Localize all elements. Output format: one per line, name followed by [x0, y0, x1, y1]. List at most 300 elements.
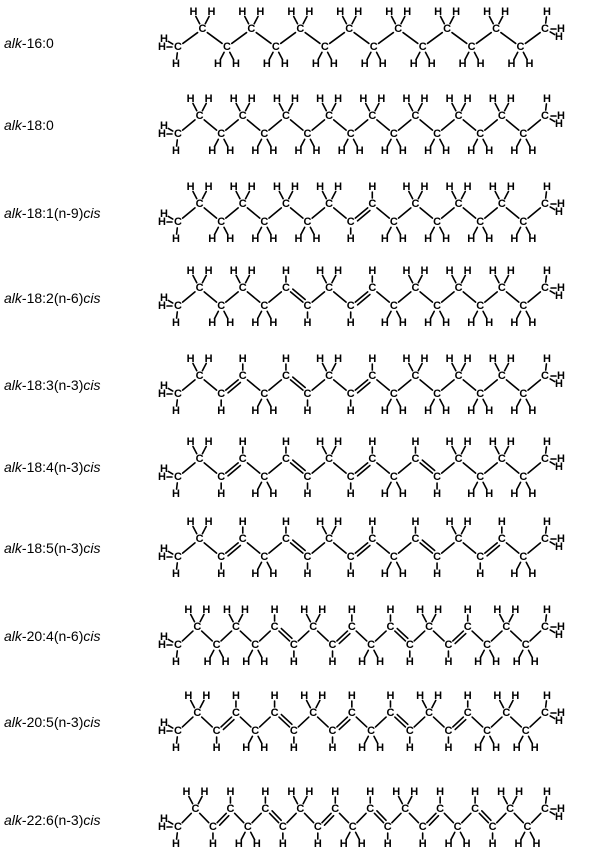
hydrogen-atom-label: H — [510, 567, 519, 580]
bond-line — [442, 380, 454, 390]
label-prefix: alk — [4, 117, 22, 133]
bond-line — [330, 33, 345, 44]
bond-line — [298, 631, 309, 641]
bond-line — [334, 208, 346, 218]
carbon-atom-label: C — [270, 620, 279, 633]
bond-line — [511, 631, 522, 641]
hydrogen-atom-label: H — [376, 655, 385, 668]
carbon-atom-label: C — [497, 281, 506, 294]
carbon-atom-label: C — [195, 369, 204, 382]
hydrogen-atom-label: H — [312, 144, 321, 157]
carbon-atom-label: C — [394, 22, 403, 35]
hydrogen-atom-label: H — [303, 567, 312, 580]
bond-line — [455, 634, 466, 644]
bond-line — [462, 813, 471, 822]
bond-line — [168, 471, 172, 474]
hydrogen-atom-label: H — [158, 638, 166, 651]
hydrogen-atom-label: H — [420, 352, 429, 365]
hydrogen-atom-label: H — [483, 5, 492, 18]
hydrogen-atom-label: H — [385, 5, 394, 18]
bond-line — [479, 813, 488, 822]
bond-line — [247, 380, 259, 390]
carbon-atom-label: C — [303, 127, 312, 140]
hydrogen-atom-label: H — [528, 567, 537, 580]
hydrogen-atom-label: H — [402, 264, 411, 277]
hydrogen-atom-label: H — [467, 487, 476, 500]
bond-line — [256, 33, 271, 44]
hydrogen-atom-label: H — [231, 57, 240, 70]
hydrogen-atom-label: H — [445, 515, 454, 528]
carbon-atom-label: C — [476, 299, 485, 312]
bond-line — [168, 128, 172, 131]
hydrogen-atom-label: H — [510, 232, 519, 245]
carbon-atom-label: C — [260, 550, 269, 563]
hydrogen-atom-label: H — [409, 57, 418, 70]
hydrogen-atom-label: H — [262, 57, 271, 70]
structure-row — [4, 786, 565, 850]
carbon-atom-label: C — [226, 802, 235, 815]
hydrogen-atom-label: H — [251, 144, 260, 157]
carbon-atom-label: C — [368, 369, 377, 382]
hydrogen-atom-label: H — [204, 352, 213, 365]
hydrogen-atom-label: H — [403, 5, 412, 18]
carbon-atom-label: C — [238, 369, 247, 382]
hydrogen-atom-label: H — [402, 180, 411, 193]
hydrogen-atom-label: H — [530, 655, 539, 668]
carbon-atom-label: C — [443, 22, 452, 35]
row-label — [4, 812, 101, 828]
bond-line — [202, 717, 213, 727]
label-chain: -16:0 — [21, 35, 54, 51]
hydrogen-atom-label: H — [543, 352, 551, 365]
carbon-atom-label: C — [346, 215, 355, 228]
label-suffix: cis — [83, 540, 101, 556]
bond-line — [377, 208, 389, 218]
structure-row — [4, 690, 565, 754]
carbon-atom-label: C — [454, 532, 463, 545]
carbon-atom-label: C — [260, 387, 269, 400]
hydrogen-atom-label: H — [476, 567, 485, 580]
bond-line — [550, 716, 554, 719]
carbon-atom-label: C — [541, 452, 549, 465]
bond-line — [182, 631, 193, 641]
hydrogen-atom-label: H — [359, 92, 368, 105]
hydrogen-atom-label: H — [467, 144, 476, 157]
carbon-atom-label: C — [313, 820, 322, 833]
carbon-atom-label: C — [463, 706, 472, 719]
bond-line — [168, 41, 172, 44]
bond-line — [433, 631, 444, 641]
hydrogen-atom-label: H — [532, 837, 541, 850]
hydrogen-atom-label: H — [528, 404, 537, 417]
hydrogen-atom-label: H — [463, 515, 472, 528]
carbon-atom-label: C — [389, 387, 398, 400]
bond-line — [183, 463, 195, 473]
bond-line — [506, 463, 518, 473]
carbon-atom-label: C — [303, 387, 312, 400]
bond-line — [355, 120, 367, 130]
bond-line — [334, 463, 346, 473]
hydrogen-atom-label: H — [172, 567, 180, 580]
carbon-atom-label: C — [347, 706, 356, 719]
hydrogen-atom-label: H — [463, 603, 472, 616]
bond-line — [472, 717, 483, 727]
hydrogen-atom-label: H — [386, 603, 395, 616]
label-prefix: alk — [4, 205, 22, 221]
hydrogen-atom-label: H — [355, 144, 364, 157]
hydrogen-atom-label: H — [555, 289, 563, 302]
bond-line — [376, 717, 387, 727]
carbon-atom-label: C — [433, 470, 442, 483]
bond-line — [463, 380, 475, 390]
bond-line — [463, 292, 475, 302]
bond-line — [528, 292, 540, 302]
hydrogen-atom-label: H — [380, 567, 389, 580]
hydrogen-atom-label: H — [337, 144, 346, 157]
hydrogen-atom-label: H — [543, 264, 551, 277]
label-chain: -18:3(n-3) — [21, 377, 84, 393]
hydrogen-atom-label: H — [160, 119, 168, 132]
carbon-atom-label: C — [383, 820, 392, 833]
carbon-atom-label: C — [270, 706, 279, 719]
bond-line — [291, 208, 303, 218]
hydrogen-atom-label: H — [217, 404, 226, 417]
hydrogen-atom-label: H — [212, 741, 221, 754]
carbon-atom-label: C — [238, 109, 247, 122]
hydrogen-atom-label: H — [497, 515, 506, 528]
carbon-atom-label: C — [463, 620, 472, 633]
carbon-atom-label: C — [433, 127, 442, 140]
bond-line — [204, 543, 216, 553]
hydrogen-atom-label: H — [334, 435, 343, 448]
hydrogen-atom-label: H — [512, 741, 521, 754]
hydrogen-atom-label: H — [313, 837, 322, 850]
carbon-atom-label: C — [516, 40, 525, 53]
hydrogen-atom-label: H — [467, 316, 476, 329]
carbon-atom-label: C — [471, 802, 480, 815]
carbon-atom-label: C — [217, 550, 226, 563]
bond-line — [414, 631, 425, 641]
bond-line — [550, 379, 554, 382]
hydrogen-atom-label: H — [411, 515, 420, 528]
hydrogen-atom-label: H — [357, 837, 366, 850]
structure-row — [4, 93, 565, 157]
bond-line — [298, 717, 309, 727]
hydrogen-atom-label: H — [158, 299, 166, 312]
bond-line — [339, 634, 350, 644]
bond-line — [272, 811, 281, 820]
bond-line — [506, 208, 518, 218]
carbon-atom-label: C — [251, 724, 260, 737]
bond-line — [398, 120, 410, 130]
carbon-atom-label: C — [502, 706, 511, 719]
hydrogen-atom-label: H — [376, 741, 385, 754]
bond-line — [312, 543, 324, 553]
bond-line — [403, 33, 418, 44]
bond-line — [506, 120, 518, 130]
hydrogen-atom-label: H — [270, 603, 279, 616]
label-prefix: alk — [4, 35, 22, 51]
carbon-atom-label: C — [217, 215, 226, 228]
hydrogen-atom-label: H — [368, 352, 377, 365]
bond-line — [168, 725, 172, 728]
bond-line — [377, 463, 389, 473]
hydrogen-atom-label: H — [497, 785, 506, 798]
row-label — [4, 205, 101, 221]
hydrogen-atom-label: H — [463, 264, 472, 277]
bond-line — [204, 380, 216, 390]
hydrogen-atom-label: H — [386, 689, 395, 702]
hydrogen-atom-label: H — [444, 741, 453, 754]
bond-line — [226, 292, 238, 302]
carbon-atom-label: C — [271, 40, 280, 53]
hydrogen-atom-label: H — [555, 810, 563, 823]
label-prefix: alk — [4, 377, 22, 393]
bond-line — [452, 33, 467, 44]
bond-line — [550, 462, 554, 465]
bond-line — [392, 813, 401, 822]
bond-line — [334, 292, 346, 302]
bond-line — [476, 33, 491, 44]
bond-line — [312, 120, 324, 130]
carbon-atom-label: C — [238, 197, 247, 210]
bond-line — [168, 388, 172, 391]
carbon-atom-label: C — [281, 197, 290, 210]
carbon-atom-label: C — [541, 197, 549, 210]
hydrogen-atom-label: H — [186, 264, 195, 277]
carbon-atom-label: C — [519, 470, 528, 483]
carbon-atom-label: C — [519, 215, 528, 228]
carbon-atom-label: C — [488, 820, 497, 833]
hydrogen-atom-label: H — [226, 232, 235, 245]
hydrogen-atom-label: H — [316, 180, 325, 193]
hydrogen-atom-label: H — [543, 92, 551, 105]
bond-line — [463, 463, 475, 473]
carbon-atom-label: C — [519, 299, 528, 312]
carbon-atom-label: C — [411, 197, 420, 210]
bond-line — [429, 816, 438, 825]
bond-line — [337, 717, 348, 727]
bond-line — [398, 292, 410, 302]
row-label — [4, 540, 101, 556]
hydrogen-atom-label: H — [160, 812, 168, 825]
bond-line — [281, 629, 292, 639]
hydrogen-atom-label: H — [172, 404, 180, 417]
hydrogen-atom-label: H — [158, 550, 166, 563]
carbon-atom-label: C — [281, 369, 290, 382]
hydrogen-atom-label: H — [347, 689, 356, 702]
hydrogen-atom-label: H — [217, 487, 226, 500]
hydrogen-atom-label: H — [501, 5, 510, 18]
carbon-atom-label: C — [278, 820, 287, 833]
bond-line — [287, 813, 296, 822]
hydrogen-atom-label: H — [506, 264, 515, 277]
hydrogen-atom-label: H — [240, 603, 249, 616]
carbon-atom-label: C — [386, 706, 395, 719]
hydrogen-atom-label: H — [543, 785, 551, 798]
bond-line — [528, 120, 540, 130]
bond-line — [550, 630, 554, 633]
hydrogen-atom-label: H — [316, 352, 325, 365]
hydrogen-atom-label: H — [208, 837, 217, 850]
hydrogen-atom-label: H — [202, 603, 211, 616]
hydrogen-atom-label: H — [238, 5, 247, 18]
bond-line — [183, 120, 195, 130]
hydrogen-atom-label: H — [247, 264, 256, 277]
hydrogen-atom-label: H — [458, 57, 467, 70]
carbon-atom-label: C — [433, 299, 442, 312]
carbon-atom-label: C — [208, 820, 217, 833]
bond-line — [442, 208, 454, 218]
bond-line — [339, 720, 350, 730]
carbon-atom-label: C — [231, 620, 240, 633]
hydrogen-atom-label: H — [398, 232, 407, 245]
carbon-atom-label: C — [193, 706, 202, 719]
bond-line — [398, 463, 410, 473]
carbon-atom-label: C — [521, 638, 530, 651]
bond-line — [260, 631, 271, 641]
carbon-atom-label: C — [281, 281, 290, 294]
hydrogen-atom-label: H — [555, 628, 563, 641]
row-label — [4, 35, 54, 51]
hydrogen-atom-label: H — [555, 714, 563, 727]
carbon-atom-label: C — [483, 638, 492, 651]
hydrogen-atom-label: H — [346, 567, 355, 580]
hydrogen-atom-label: H — [555, 117, 563, 130]
carbon-atom-label: C — [260, 215, 269, 228]
hydrogen-atom-label: H — [463, 689, 472, 702]
carbon-atom-label: C — [389, 299, 398, 312]
bond-line — [395, 631, 406, 641]
hydrogen-atom-label: H — [507, 57, 516, 70]
carbon-atom-label: C — [325, 532, 334, 545]
carbon-atom-label: C — [386, 620, 395, 633]
carbon-atom-label: C — [303, 299, 312, 312]
hydrogen-atom-label: H — [557, 620, 565, 633]
hydrogen-atom-label: H — [287, 785, 296, 798]
hydrogen-atom-label: H — [316, 435, 325, 448]
carbon-atom-label: C — [467, 40, 476, 53]
hydrogen-atom-label: H — [402, 352, 411, 365]
carbon-atom-label: C — [309, 620, 318, 633]
carbon-atom-label: C — [217, 470, 226, 483]
hydrogen-atom-label: H — [172, 57, 180, 70]
carbon-atom-label: C — [195, 197, 204, 210]
hydrogen-atom-label: H — [281, 515, 290, 528]
hydrogen-atom-label: H — [557, 452, 565, 465]
hydrogen-atom-label: H — [331, 785, 340, 798]
bond-line — [530, 717, 541, 727]
hydrogen-atom-label: H — [410, 785, 419, 798]
carbon-atom-label: C — [212, 724, 221, 737]
hydrogen-atom-label: H — [208, 316, 217, 329]
hydrogen-atom-label: H — [485, 232, 494, 245]
hydrogen-atom-label: H — [238, 515, 247, 528]
bond-line — [312, 208, 324, 218]
carbon-atom-label: C — [411, 452, 420, 465]
bond-line — [269, 292, 281, 302]
bond-line — [312, 380, 324, 390]
hydrogen-atom-label: H — [557, 22, 565, 35]
bond-line — [339, 813, 348, 822]
label-chain: -18:2(n-6) — [21, 290, 84, 306]
carbon-atom-label: C — [368, 109, 377, 122]
bond-line — [433, 717, 444, 727]
carbon-atom-label: C — [212, 638, 221, 651]
hydrogen-atom-label: H — [433, 487, 442, 500]
hydrogen-atom-label: H — [272, 92, 281, 105]
hydrogen-atom-label: H — [334, 264, 343, 277]
bond-line — [514, 813, 523, 822]
hydrogen-atom-label: H — [158, 40, 166, 53]
bond-line — [168, 821, 172, 824]
hydrogen-atom-label: H — [557, 281, 565, 294]
carbon-atom-label: C — [433, 550, 442, 563]
bond-line — [420, 292, 432, 302]
hydrogen-atom-label: H — [269, 567, 278, 580]
bond-line — [506, 543, 518, 553]
hydrogen-atom-label: H — [442, 232, 451, 245]
label-chain: -20:5(n-3) — [21, 714, 84, 730]
bond-line — [223, 720, 234, 730]
hydrogen-atom-label: H — [334, 515, 343, 528]
carbon-atom-label: C — [367, 724, 376, 737]
hydrogen-atom-label: H — [203, 655, 212, 668]
hydrogen-atom-label: H — [252, 837, 261, 850]
row-label — [4, 714, 101, 730]
label-suffix: cis — [83, 812, 101, 828]
label-prefix: alk — [4, 290, 22, 306]
bond-line — [183, 33, 198, 44]
row-label — [4, 117, 54, 133]
bond-line — [168, 216, 172, 219]
hydrogen-atom-label: H — [493, 603, 502, 616]
hydrogen-atom-label: H — [420, 180, 429, 193]
hydrogen-atom-label: H — [312, 232, 321, 245]
carbon-atom-label: C — [506, 802, 515, 815]
bond-line — [379, 33, 394, 44]
hydrogen-atom-label: H — [416, 689, 425, 702]
carbon-atom-label: C — [281, 532, 290, 545]
bond-line — [525, 33, 540, 44]
hydrogen-atom-label: H — [380, 316, 389, 329]
hydrogen-atom-label: H — [226, 316, 235, 329]
hydrogen-atom-label: H — [528, 316, 537, 329]
carbon-atom-label: C — [346, 127, 355, 140]
bond-line — [398, 380, 410, 390]
bond-line — [269, 380, 281, 390]
bond-line — [260, 717, 271, 727]
bond-line — [204, 208, 216, 218]
bond-line — [247, 543, 259, 553]
bond-line — [270, 813, 279, 822]
hydrogen-atom-label: H — [234, 837, 243, 850]
carbon-atom-label: C — [303, 470, 312, 483]
carbon-atom-label: C — [296, 22, 305, 35]
bond-line — [305, 813, 314, 822]
carbon-atom-label: C — [368, 281, 377, 294]
bond-line — [376, 631, 387, 641]
hydrogen-atom-label: H — [358, 741, 367, 754]
bond-line — [357, 813, 366, 822]
hydrogen-atom-label: H — [226, 144, 235, 157]
bond-line — [442, 463, 454, 473]
hydrogen-atom-label: H — [269, 316, 278, 329]
hydrogen-atom-label: H — [444, 837, 453, 850]
hydrogen-atom-label: H — [303, 487, 312, 500]
hydrogen-atom-label: H — [300, 603, 309, 616]
carbon-atom-label: C — [260, 470, 269, 483]
